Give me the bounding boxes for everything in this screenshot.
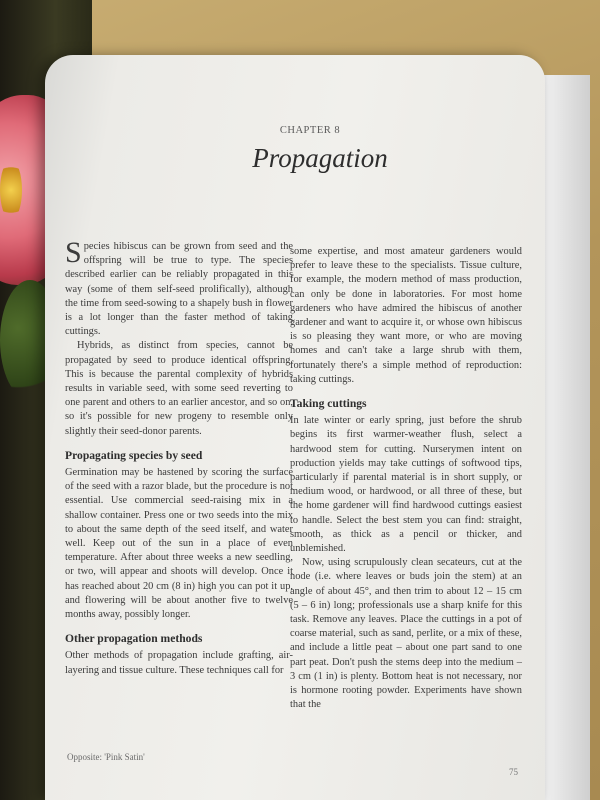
dropcap: S [65, 236, 82, 269]
intro-paragraph [65, 236, 293, 339]
seed-heading: Propagating species by seed [65, 448, 203, 462]
left-column [65, 236, 293, 678]
page-content [45, 55, 545, 800]
chapter-label: CHAPTER 8 [279, 125, 341, 136]
cuttings-paragraph: In late winter or early spring, just before the shrub begins its first warmer-weather flush, select a hardwood stem for cutting. Nurserymen intent on production yields may take cuttings of softwood tips, particularly if parental material is in short supply, or medium wood, or hardwood, or all three of these, but the home gardener will find hardwood cuttings easiest to handle. Select the best stem you can find: straight, smooth, as thick as a pencil or thicker, and unblemished. [290, 415, 522, 555]
page-number: 75 [509, 767, 518, 777]
intro-text: pecies hibiscus can be grown from seed and the offspring will be true to type. The species described earlier can be reliably propagated in this way (some of them self-seed prolifically), although the time from seed-sowing to a shapely bush in flower is a lot longer than the faster method of taking cuttings. [65, 241, 293, 338]
other-methods-heading: Other propagation methods [65, 632, 203, 646]
chapter-title: Propagation [252, 143, 388, 173]
right-column [290, 245, 522, 713]
book-page [45, 55, 545, 800]
other-methods-paragraph: Other methods of propagation include grafting, air-layering and tissue culture. These techniques call for [65, 650, 293, 676]
seed-paragraph: Germination may be hastened by scoring the surface of the seed with a razor blade, but the procedure is not essential. Use commercial seed-raising mix in a shallow container. Press one or two seeds into the mix to about the same depth of the seed itself, and water well. Keep out of the sun in a place of even temperature. After about three weeks a new seedling, or two, will appear and shoots will develop. Once it has reached about 20 cm (8 in) high you can pot it up, and flowering will be about another five to twelve months away, possibly longer. [65, 467, 293, 621]
hybrids-paragraph: Hybrids, as distinct from species, cannot be propagated by seed to produce identical offspring. This is because the parental complexity of hybrids results in variable seed, with some seed reverting to one parent and others to an earlier ancestor, and so on, so it's possible for new progeny to resemble only slightly their seed-donor parents. [65, 340, 293, 437]
secateurs-paragraph: Now, using scrupulously clean secateurs, cut at the node (i.e. where leaves or buds join the stem) at an angle of about 45°, and then trim to about 12 – 15 cm (5 – 6 in) long; professionals use a sharp knife for this task. Remove any leaves. Place the cuttings in a pot of coarse material, such as sand, perlite, or a mix of these, and include a little peat – about one part sand to one part peat. Don't push the stems deep into the medium – 3 cm (1 in) is plenty. Bottom heat is not necessary, nor is hormone rooting powder. Experiments have shown that the [290, 557, 522, 711]
cuttings-heading: Taking cuttings [290, 397, 367, 411]
photo-caption: Opposite: 'Pink Satin' [67, 752, 145, 762]
flower-stamen [0, 160, 22, 220]
continuation-paragraph: some expertise, and most amateur gardeners would prefer to leave these to the specialists. Tissue culture, for example, the modern method of mass production, can only be done in laboratories. For most home gardeners who have admired the hibiscus of another gardener and want to acquire it, or whose own hibiscus is so pleasing they want more, or who are moving homes and can't take a large shrub with them, fortunately there's a simple method of reproduction: taking cuttings. [290, 246, 522, 385]
